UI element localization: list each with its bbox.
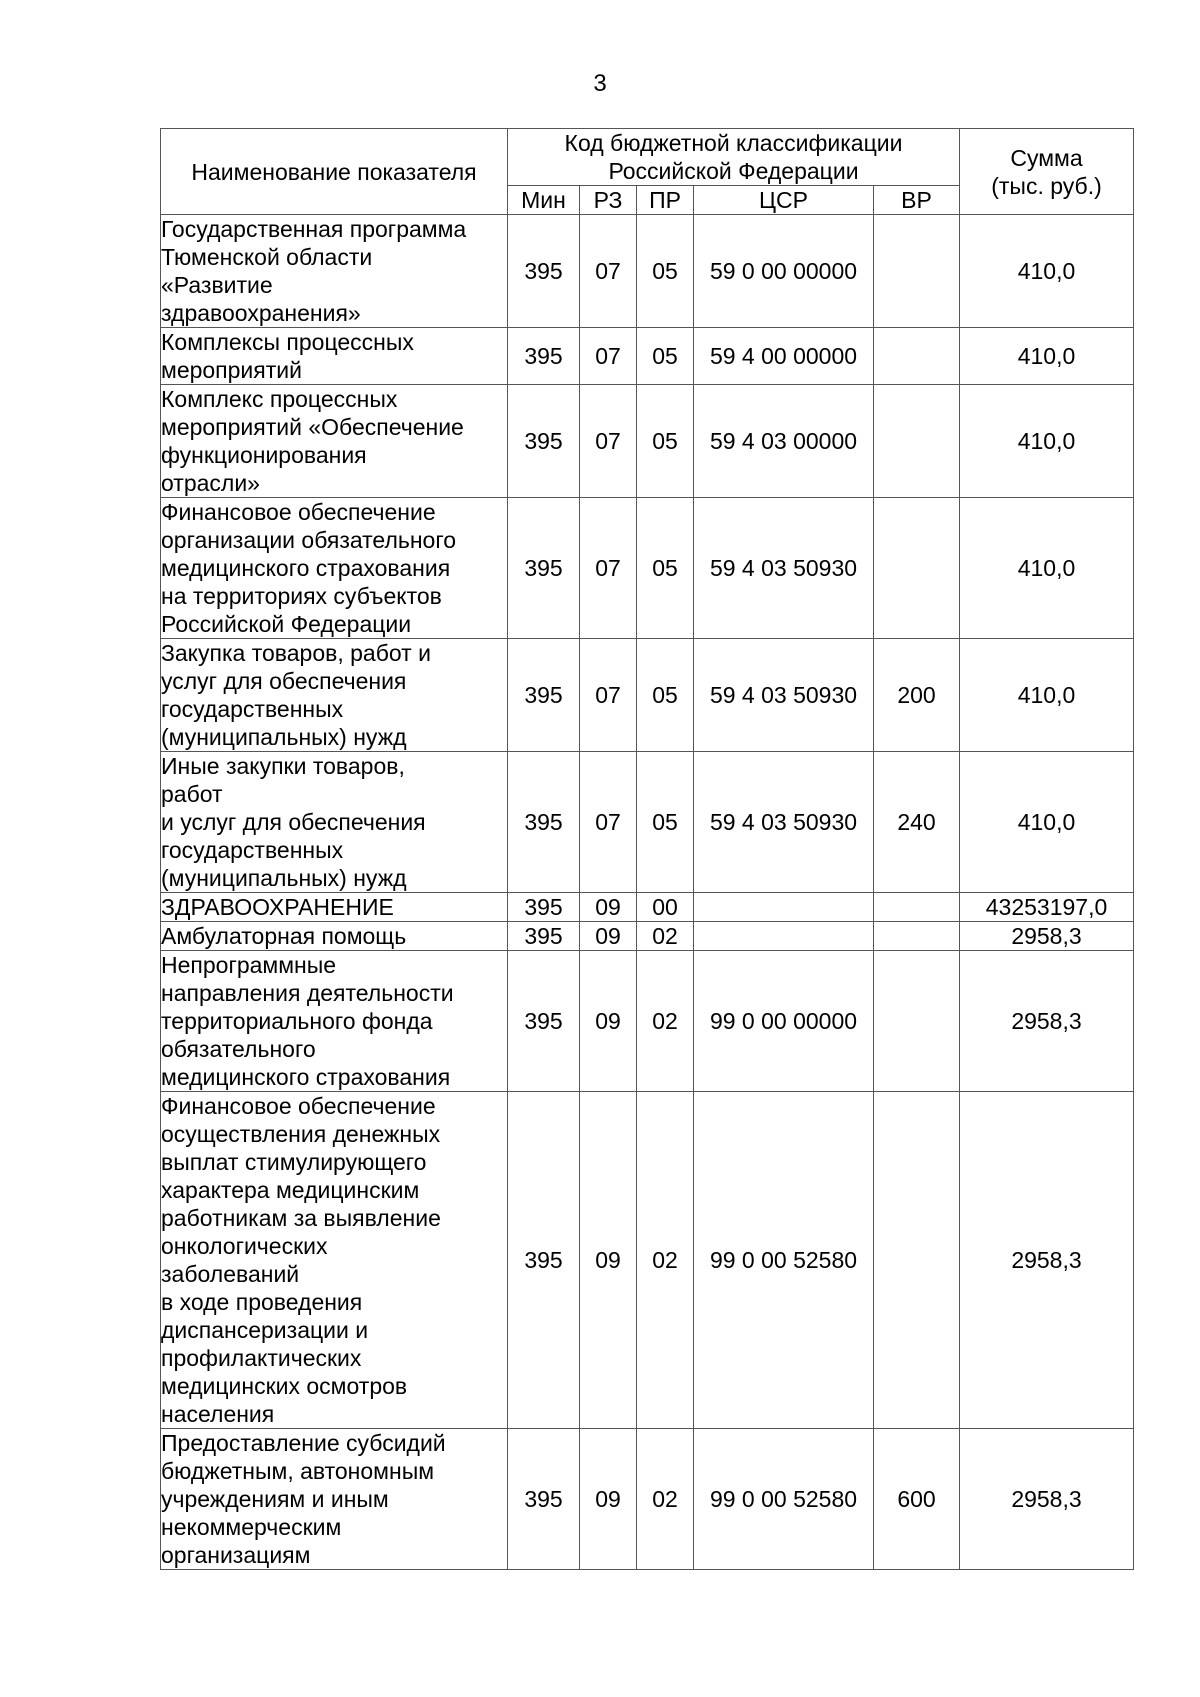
cell-csr: 99 0 00 00000 <box>694 951 874 1092</box>
indicator-name-line: Российской Федерации <box>161 611 412 637</box>
indicator-name-line: мероприятий «Обеспечение <box>161 414 464 440</box>
cell-sum: 2958,3 <box>960 1092 1134 1429</box>
cell-pr: 05 <box>637 215 694 328</box>
cell-pr: 05 <box>637 639 694 752</box>
cell-sum: 410,0 <box>960 215 1134 328</box>
table-row <box>161 328 1134 385</box>
table-row <box>161 385 1134 498</box>
header-budget-code-line1: Код бюджетной классификации <box>564 130 903 156</box>
table-row <box>161 639 1134 752</box>
cell-rz: 07 <box>580 328 637 385</box>
cell-pr: 00 <box>637 893 694 922</box>
cell-pr: 05 <box>637 752 694 893</box>
indicator-name-line: некоммерческим <box>161 1514 342 1540</box>
cell-rz: 07 <box>580 752 637 893</box>
cell-indicator-name <box>161 498 508 639</box>
header-sum-line2: (тыс. руб.) <box>991 172 1102 199</box>
indicator-name-line: «Развитие <box>161 272 273 298</box>
indicator-name-line: онкологических <box>161 1233 328 1259</box>
table-row <box>161 498 1134 639</box>
cell-vr: 240 <box>874 752 960 893</box>
table-row <box>161 922 1134 951</box>
cell-indicator-name <box>161 639 508 752</box>
indicator-name-line: учреждениям и иным <box>161 1486 389 1512</box>
indicator-name-line: государственных <box>161 837 344 863</box>
indicator-name-line: Предоставление субсидий <box>161 1430 446 1456</box>
cell-sum: 410,0 <box>960 498 1134 639</box>
cell-vr <box>874 922 960 951</box>
cell-indicator-name <box>161 385 508 498</box>
cell-csr <box>694 893 874 922</box>
cell-sum: 410,0 <box>960 639 1134 752</box>
cell-pr: 05 <box>637 385 694 498</box>
cell-indicator-name <box>161 893 508 922</box>
cell-min: 395 <box>508 1092 580 1429</box>
cell-rz: 07 <box>580 385 637 498</box>
cell-vr <box>874 498 960 639</box>
cell-sum: 410,0 <box>960 328 1134 385</box>
cell-min: 395 <box>508 752 580 893</box>
cell-sum: 43253197,0 <box>960 893 1134 922</box>
indicator-name-line: Финансовое обеспечение <box>161 499 436 525</box>
cell-vr: 200 <box>874 639 960 752</box>
cell-pr: 02 <box>637 1092 694 1429</box>
table-row <box>161 893 1134 922</box>
cell-indicator-name <box>161 215 508 328</box>
table-header <box>161 129 1134 215</box>
cell-pr: 05 <box>637 498 694 639</box>
indicator-name-line: заболеваний <box>161 1261 300 1287</box>
indicator-name-line: диспансеризации и <box>161 1317 369 1343</box>
cell-rz: 09 <box>580 951 637 1092</box>
cell-indicator-name <box>161 1092 508 1429</box>
indicator-name-line: здравоохранения» <box>161 300 361 326</box>
cell-rz: 09 <box>580 922 637 951</box>
cell-min: 395 <box>508 893 580 922</box>
cell-csr: 59 4 03 50930 <box>694 639 874 752</box>
cell-sum: 2958,3 <box>960 922 1134 951</box>
cell-csr: 59 4 03 50930 <box>694 498 874 639</box>
cell-vr <box>874 215 960 328</box>
indicator-name-line: организации обязательного <box>161 527 457 553</box>
cell-sum: 410,0 <box>960 752 1134 893</box>
indicator-name-line: и услуг для обеспечения <box>161 809 426 835</box>
cell-indicator-name <box>161 328 508 385</box>
cell-min: 395 <box>508 385 580 498</box>
cell-pr: 02 <box>637 951 694 1092</box>
indicator-name-line: Государственная программа <box>161 216 467 242</box>
indicator-name-line: на территориях субъектов <box>161 583 442 609</box>
indicator-name-line: в ходе проведения <box>161 1289 363 1315</box>
cell-rz: 09 <box>580 893 637 922</box>
header-csr: ЦСР <box>694 186 874 215</box>
table-row <box>161 1092 1134 1429</box>
indicator-name-line: Финансовое обеспечение <box>161 1093 436 1119</box>
cell-min: 395 <box>508 328 580 385</box>
cell-pr: 02 <box>637 922 694 951</box>
indicator-name-line: Комплексы процессных <box>161 329 414 355</box>
indicator-name-line: отрасли» <box>161 470 260 496</box>
indicator-name-line: работ <box>161 781 223 807</box>
indicator-name-line: медицинского страхования <box>161 1064 451 1090</box>
cell-rz: 07 <box>580 498 637 639</box>
cell-vr <box>874 1092 960 1429</box>
indicator-name-line: государственных <box>161 696 344 722</box>
header-rz: РЗ <box>580 186 637 215</box>
table-row <box>161 752 1134 893</box>
cell-min: 395 <box>508 1429 580 1570</box>
cell-indicator-name <box>161 922 508 951</box>
header-budget-code-line2: Российской Федерации <box>608 158 859 184</box>
header-budget-code-group <box>508 129 960 186</box>
indicator-name-line: Иные закупки товаров, <box>161 753 405 779</box>
cell-vr <box>874 893 960 922</box>
cell-vr <box>874 385 960 498</box>
header-vr: ВР <box>874 186 960 215</box>
cell-pr: 05 <box>637 328 694 385</box>
indicator-name-line: (муниципальных) нужд <box>161 724 407 750</box>
indicator-name-line: территориального фонда <box>161 1008 433 1034</box>
header-sum-line1: Сумма <box>1010 144 1083 171</box>
cell-vr <box>874 951 960 1092</box>
cell-csr: 59 4 03 00000 <box>694 385 874 498</box>
header-sum <box>960 129 1134 215</box>
cell-min: 395 <box>508 922 580 951</box>
cell-csr <box>694 922 874 951</box>
indicator-name-line: медицинского страхования <box>161 555 451 581</box>
cell-vr: 600 <box>874 1429 960 1570</box>
cell-sum: 410,0 <box>960 385 1134 498</box>
indicator-name-line: организациям <box>161 1542 311 1568</box>
cell-pr: 02 <box>637 1429 694 1570</box>
indicator-name-line: бюджетным, автономным <box>161 1458 435 1484</box>
cell-rz: 09 <box>580 1429 637 1570</box>
table-body <box>161 215 1134 1570</box>
indicator-name-line: ЗДРАВООХРАНЕНИЕ <box>161 894 394 920</box>
indicator-name-line: (муниципальных) нужд <box>161 865 407 891</box>
indicator-name-line: медицинских осмотров <box>161 1373 408 1399</box>
cell-rz: 09 <box>580 1092 637 1429</box>
table-row <box>161 215 1134 328</box>
header-min: Мин <box>508 186 580 215</box>
indicator-name-line: мероприятий <box>161 357 302 383</box>
table-row <box>161 951 1134 1092</box>
cell-vr <box>874 328 960 385</box>
cell-csr: 59 0 00 00000 <box>694 215 874 328</box>
indicator-name-line: направления деятельности <box>161 980 454 1006</box>
cell-csr: 99 0 00 52580 <box>694 1429 874 1570</box>
cell-min: 395 <box>508 498 580 639</box>
cell-indicator-name <box>161 951 508 1092</box>
indicator-name-line: Амбулаторная помощь <box>161 923 407 949</box>
cell-csr: 59 4 00 00000 <box>694 328 874 385</box>
cell-sum: 2958,3 <box>960 951 1134 1092</box>
indicator-name-line: обязательного <box>161 1036 316 1062</box>
cell-csr: 99 0 00 52580 <box>694 1092 874 1429</box>
indicator-name-line: населения <box>161 1401 275 1427</box>
cell-indicator-name <box>161 752 508 893</box>
header-indicator-name: Наименование показателя <box>161 129 508 215</box>
cell-rz: 07 <box>580 215 637 328</box>
indicator-name-line: функционирования <box>161 442 367 468</box>
page-number: 3 <box>593 70 607 97</box>
indicator-name-line: услуг для обеспечения <box>161 668 407 694</box>
cell-sum: 2958,3 <box>960 1429 1134 1570</box>
header-pr: ПР <box>637 186 694 215</box>
indicator-name-line: Тюменской области <box>161 244 373 270</box>
table-row <box>161 1429 1134 1570</box>
indicator-name-line: профилактических <box>161 1345 362 1371</box>
indicator-name-line: Закупка товаров, работ и <box>161 640 431 666</box>
cell-indicator-name <box>161 1429 508 1570</box>
indicator-name-line: выплат стимулирующего <box>161 1149 427 1175</box>
cell-min: 395 <box>508 951 580 1092</box>
cell-csr: 59 4 03 50930 <box>694 752 874 893</box>
cell-min: 395 <box>508 215 580 328</box>
indicator-name-line: работникам за выявление <box>161 1205 441 1231</box>
cell-rz: 07 <box>580 639 637 752</box>
indicator-name-line: Непрограммные <box>161 952 337 978</box>
indicator-name-line: осуществления денежных <box>161 1121 441 1147</box>
budget-table <box>160 128 1134 1570</box>
cell-min: 395 <box>508 639 580 752</box>
indicator-name-line: Комплекс процессных <box>161 386 398 412</box>
indicator-name-line: характера медицинским <box>161 1177 420 1203</box>
